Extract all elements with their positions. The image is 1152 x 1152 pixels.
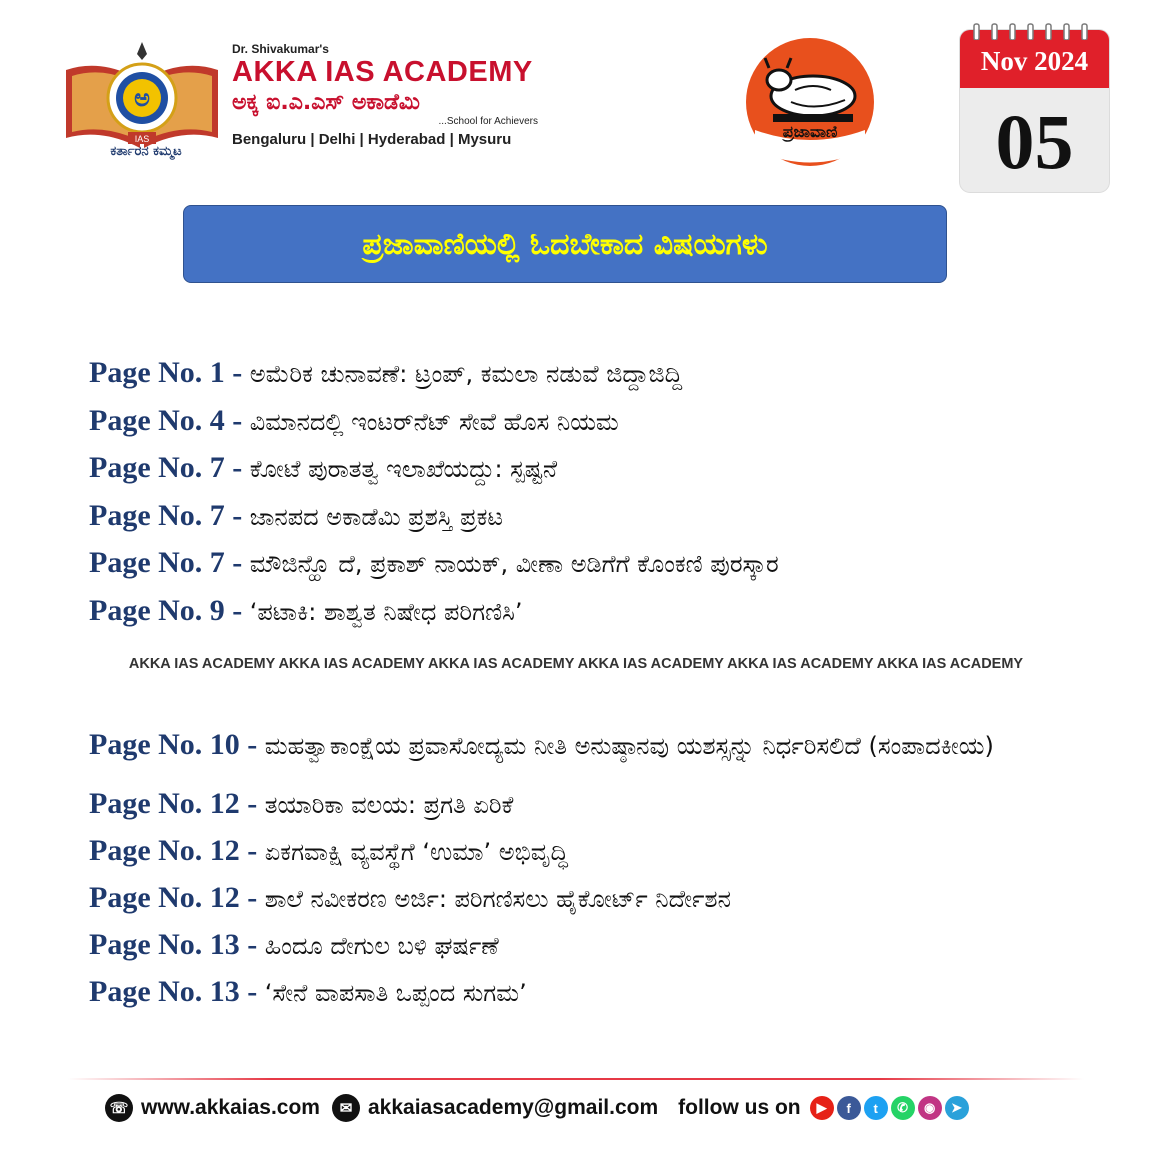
topic-text: ತಯಾರಿಕಾ ವಲಯ: ಪ್ರಗತಿ ಏರಿಕೆ xyxy=(264,791,514,819)
footer xyxy=(105,1090,969,1126)
topic-list-2 xyxy=(89,722,1049,1016)
academy-name: AKKA IAS ACADEMY xyxy=(232,56,533,88)
page-number: Page No. 12 - xyxy=(89,787,265,820)
logo-caption: ಕರ್ತಾರನ ಕಮ್ಮಟ xyxy=(110,144,182,159)
topic-text: ಮೌಜಿನ್ಹೊ ದೆ, ಪ್ರಕಾಶ್ ನಾಯಕ್, ವೀಣಾ ಅಡಿಗೆಗೆ ಕೊಂಕಣಿ ಪುರಸ್ಕಾರ xyxy=(249,550,779,578)
page-number: Page No. 13 - xyxy=(89,928,265,961)
list-item xyxy=(89,493,779,541)
topic-text: ವಿಮಾನದಲ್ಲಿ ಇಂಟರ್‌ನೆಟ್ ಸೇವೆ ಹೊಸ ನಿಯಮ xyxy=(249,407,619,436)
email-link[interactable]: akkaiasacademy@gmail.com xyxy=(367,1096,659,1119)
list-item xyxy=(89,398,779,446)
page-number: Page No. 9 - xyxy=(89,593,250,627)
topic-text: ಅಮೆರಿಕ ಚುನಾವಣೆ: ಟ್ರಂಪ್, ಕಮಲಾ ನಡುವೆ ಜಿದ್ದಾಜಿದ್ದಿ xyxy=(249,360,683,388)
founder-line: Dr. Shivakumar's xyxy=(232,42,329,56)
page-number: Page No. 12 - xyxy=(89,881,265,914)
paper-name: ಪ್ರಜಾವಾಣಿ xyxy=(782,122,838,141)
whatsapp-icon[interactable]: ✆ xyxy=(891,1096,915,1120)
list-item xyxy=(89,540,779,588)
list-item xyxy=(89,828,1049,875)
list-item xyxy=(89,922,1049,969)
page-number: Page No. 7 - xyxy=(89,498,250,532)
topic-text: ಜಾನಪದ ಅಕಾಡೆಮಿ ಪ್ರಶಸ್ತಿ ಪ್ರಕಟ xyxy=(249,502,504,531)
calendar-month-year: Nov 2024 xyxy=(980,46,1089,76)
logo-badge: IAS xyxy=(134,134,150,144)
topic-text: ಕೋಟೆ ಪುರಾತತ್ವ ಇಲಾಖೆಯದ್ದು: ಸ್ಪಷ್ಟನೆ xyxy=(249,455,558,483)
topic-text: ಶಾಲೆ ನವೀಕರಣ ಅರ್ಜಿ: ಪರಿಗಣಿಸಲು ಹೈಕೋರ್ಟ್ ನಿರ್ದೇಶನ xyxy=(264,885,731,913)
calendar-rings-icon xyxy=(966,22,1106,40)
page-number: Page No. 10 - xyxy=(89,728,265,761)
footer-divider xyxy=(68,1078,1084,1080)
youtube-icon[interactable]: ▶ xyxy=(810,1096,834,1120)
list-item xyxy=(89,350,779,398)
watermark-line: AKKA IAS ACADEMY AKKA IAS ACADEMY AKKA IAS ACADEMY AKKA IAS ACADEMY AKKA IAS ACADEMY AKKA IAS ACADEMY xyxy=(128,656,1024,672)
prajavani-logo xyxy=(735,30,885,180)
mail-icon: ✉ xyxy=(332,1094,360,1122)
tagline: ...School for Achievers xyxy=(438,116,538,127)
topic-text: ‘ಪಟಾಕಿ: ಶಾಶ್ವತ ನಿಷೇಧ ಪರಿಗಣಿಸಿ’ xyxy=(249,597,523,626)
academy-logo xyxy=(62,40,222,170)
list-item xyxy=(89,875,1049,922)
banner-title: ಪ್ರಜಾವಾಣಿಯಲ್ಲಿ ಓದಬೇಕಾದ ವಿಷಯಗಳು xyxy=(362,226,768,262)
twitter-icon[interactable]: t xyxy=(864,1096,888,1120)
calendar-day: 05 xyxy=(995,98,1074,185)
website-link[interactable]: www.akkaias.com xyxy=(141,1096,320,1119)
page-number: Page No. 7 - xyxy=(89,546,250,579)
topic-text: ಹಿಂದೂ ದೇಗುಲ ಬಳಿ ಘರ್ಷಣೆ xyxy=(264,932,499,960)
list-item xyxy=(89,588,779,636)
date-calendar xyxy=(960,30,1109,192)
page-number: Page No. 13 - xyxy=(89,975,265,1008)
list-item xyxy=(89,722,1049,769)
academy-heading xyxy=(232,42,562,148)
page-number: Page No. 1 - xyxy=(89,356,250,389)
list-item xyxy=(89,445,779,493)
globe-icon: ☏ xyxy=(105,1094,133,1122)
academy-name-kannada: ಅಕ್ಕ ಐ.ಎ.ಎಸ್ ಅಕಾಡೆಮಿ xyxy=(232,90,420,115)
topic-text: ‘ಸೇನೆ ವಾಪಸಾತಿ ಒಪ್ಪಂದ ಸುಗಮ’ xyxy=(264,979,527,1007)
telegram-icon[interactable]: ➤ xyxy=(945,1096,969,1120)
title-banner xyxy=(183,205,947,283)
svg-text:ಅ: ಅ xyxy=(134,84,150,112)
list-item xyxy=(89,781,1049,828)
topic-text: ಏಕಗವಾಕ್ಷಿ ವ್ಯವಸ್ಥೆಗೆ ‘ಉಮಾ’ ಅಭಿವೃದ್ಧಿ xyxy=(264,838,568,866)
page-number: Page No. 12 - xyxy=(89,834,265,867)
follow-label: follow us on xyxy=(678,1096,801,1119)
page-number: Page No. 4 - xyxy=(89,403,250,437)
instagram-icon[interactable]: ◉ xyxy=(918,1096,942,1120)
facebook-icon[interactable]: f xyxy=(837,1096,861,1120)
cities: Bengaluru | Delhi | Hyderabad | Mysuru xyxy=(232,131,512,148)
topic-text: ಮಹತ್ವಾಕಾಂಕ್ಷೆಯ ಪ್ರವಾಸೋದ್ಯಮ ನೀತಿ ಅನುಷ್ಠಾನವು ಯಶಸ್ಸನ್ನು ನಿರ್ಧರಿಸಲಿದೆ (ಸಂಪಾದಕೀಯ) xyxy=(264,732,994,760)
page-number: Page No. 7 - xyxy=(89,451,250,484)
topic-list-1 xyxy=(89,350,779,635)
list-item xyxy=(89,969,1049,1016)
